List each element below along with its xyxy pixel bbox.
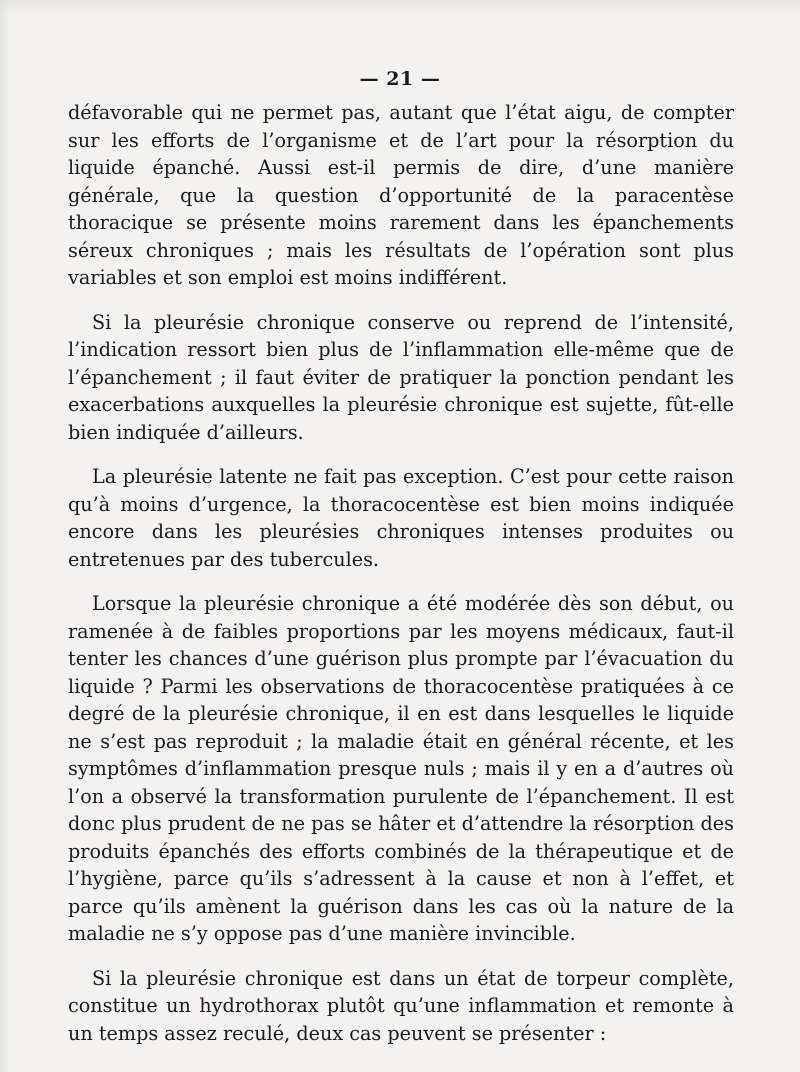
- page-number: — 21 —: [359, 68, 441, 90]
- scan-shadow-top: [0, 0, 800, 14]
- paragraph-3: La pleurésie latente ne fait pas exception. C’est pour cette raison qu’à moins d’urgence, la thoracocentèse est bien moins indiquée encore dans les pleurésies chroniques intenses produites ou entretenues par des tubercules.: [68, 465, 734, 571]
- scan-shadow-left: [0, 0, 10, 1072]
- paragraph-2: Si la pleurésie chronique conserve ou reprend de l’intensité, l’indication ressort bien plus de l’inflammation elle-même que de l’épanchement ; il faut éviter de pratiquer la ponction pendant les exacerbations auxquelles la pleurésie chronique est sujette, fût-elle bien indiquée d’ailleurs.: [68, 310, 734, 444]
- paragraph-5: Si la pleurésie chronique est dans un état de torpeur complète, constitue un hydrothorax plutôt qu’une inflammation et remonte à un temps assez reculé, deux cas peuvent se présenter :: [68, 966, 734, 1045]
- paragraph-4: Lorsque la pleurésie chronique a été modérée dès son début, ou ramenée à de faibles proportions par les moyens médicaux, faut-il tenter les chances d’une guérison plus prompte par l’évacuation du liquide ? Parmi les observations de thoracocentèse pratiquées à ce degré de la pleurésie chronique, il en est dans lesquelles le liquide ne s’est pas reproduit ; la maladie était en général récente, et les symptômes d’inflammation presque nuls ; mais il y en a d’autres où l’on a observé la transformation purulente de l’épanchement. Il est donc plus prudent de ne pas se hâter et d’attendre la résorption des produits épanchés des efforts combinés de la thérapeutique et de l’hygiène, parce qu’ils s’adressent à la cause et non à l’effet, et parce qu’ils amènent la guérison dans les cas où la nature de la maladie ne s’y oppose pas d’une manière invincible.: [68, 592, 734, 945]
- body-text: [68, 99, 734, 1047]
- paragraph-1: défavorable qui ne permet pas, autant que l’état aigu, de compter sur les efforts de l’organisme et de l’art pour la résorption du liquide épanché. Aussi est-il permis de dire, d’une manière générale, que la question d’opportunité de la paracentèse thoracique se présente moins rarement dans les épanchements séreux chroniques ; mais les résultats de l’opération sont plus variables et son emploi est moins indifférent.: [68, 101, 734, 289]
